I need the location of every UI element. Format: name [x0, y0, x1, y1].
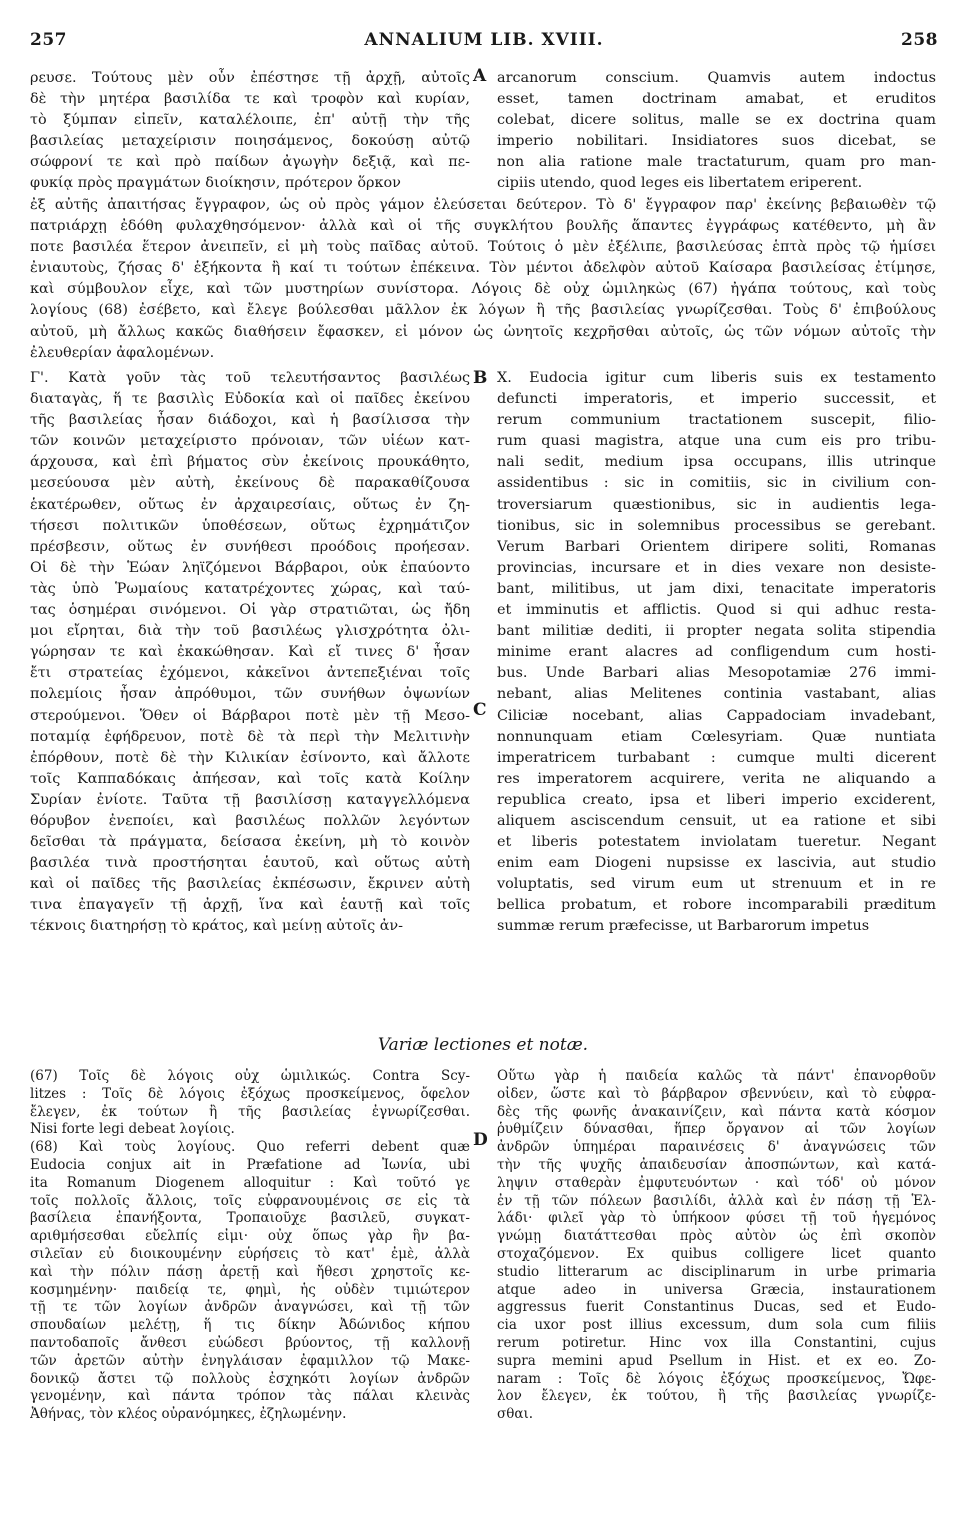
greek-text-line: θόρυβον ἐνεποίει, καὶ βασιλέως πολλῶν λεγόντων	[30, 812, 470, 829]
greek-text-line: Γ'. Κατὰ γοῦν τὰς τοῦ τελευτήσαντος βασιλέως	[30, 370, 470, 386]
section-marker-c: C	[473, 700, 487, 720]
note-text-line: Ἀθήνας, τὸν κλέος οὐρανόμηκες, ἐζηλωμένην.	[30, 1406, 347, 1423]
greek-text-line: ποταμίᾳ ἐφήδρευον, ποτὲ δὲ τὰ περὶ τὴν Μελιτινὴν	[30, 728, 470, 745]
greek-text-line: φυκίᾳ πρὸς πραγμάτων διοίκησιν, πρότερον ὅρκον	[30, 175, 401, 192]
latin-column-top	[497, 68, 936, 195]
greek-text-line: γώρησαν τε καὶ ἐκακώθησαν. Καὶ εἴ τινες δ' ἦσαν	[30, 644, 470, 661]
note-text-line: litzes : Τοῖς δὲ λόγοις ἐξόχως προσκείμενος, ὄφελον	[30, 1085, 470, 1102]
note-text-line: ἔλεγεν, ἐκ τούτων ἢ τῆς βασιλείας ἐγνωρίζεσθαι.	[30, 1103, 470, 1120]
note-text-line: Eudocia conjux ait in Præfatione ad Ἰωνία, ubi	[30, 1156, 470, 1173]
greek-text-line: σώφρονί τε καὶ πρὸ παίδων ἀγωγὴν δεξιᾷ, καὶ πε-	[30, 154, 470, 171]
note-text-line: σιλεῖαν εὖ διοικουμένην εὑρήσεις τὸ κατ' ἐμὲ, ἀλλὰ	[30, 1245, 470, 1262]
latin-text-line: bant militiæ dediti, ii propter negata solita stipendia	[497, 623, 936, 640]
greek-text-line: μεσεύουσα μὲν αὐτὴ, ἐκείνους δὲ παρακαθίζουσα	[30, 475, 470, 492]
greek-text-line: τῆς βασιλείας ἦσαν διάδοχοι, καὶ ἡ βασίλισσα τὴν	[30, 412, 470, 429]
note-text-line: κοσμημένην· παιδείᾳ τε, φημὶ, ἧς οὐδὲν τιμιώτερον	[30, 1281, 470, 1298]
section-marker-d: D	[473, 1130, 488, 1150]
latin-column-main	[497, 368, 936, 938]
note-text-line: ita Romanum Diogenem alloquitur : Καὶ τοῦτό γε	[30, 1174, 470, 1191]
latin-text-line: res imperatorem acquirere, verita ne aliquando a	[497, 770, 936, 787]
latin-text-line: nebant, alias Melitenes continia vastabant, alias	[497, 686, 936, 703]
note-text-line: σθαι.	[497, 1406, 534, 1423]
running-header	[30, 30, 938, 64]
greek-text-line: καὶ σύμβουλον εἶχε, καὶ τῶν μυστηρίων συνίστορα. Λόγοις δὲ οὐχ ὡμιληκὼς (67) ἠγάπα τούτους, καὶ τοὺς	[30, 281, 936, 298]
note-text-line: cia uxor post illius excessum, dum sola cum filiis	[497, 1317, 936, 1334]
note-text-line: στοχαζόμενον. Ex quibus colligere licet quanto	[497, 1245, 936, 1262]
latin-text-line: Verum Barbari Orientem diripere soliti, Romanas	[497, 538, 936, 555]
note-text-line: δονικῷ ἄστει τῷ πολλοὺς ἐσχηκότι λογίων ἀνδρῶν	[30, 1370, 470, 1387]
note-text-line: τῇ τε τῶν λογίων ἀνδρῶν ἀναγνώσει, καὶ τῇ τῶν	[30, 1299, 470, 1316]
greek-text-line: ἐξ αὐτῆς ἀπαιτήσας ἔγγραφον, ὡς οὐ πρὸς γάμον ἐλεύσεται δεύτερον. Τὸ δ' ἔγγραφον παρ' ἐκείνης βεβαιωθὲν τῷ	[30, 197, 936, 213]
page-number-left: 257	[30, 30, 67, 50]
note-text-line: aggressus fuerit Constantinus Ducas, sed et Eudo-	[497, 1299, 936, 1316]
note-text-line: ληψιν σταθερὰν ἐμφυτευόντων · καὶ τόδ' οὐ μόνον	[497, 1174, 936, 1191]
greek-text-line: ποτε βασιλέα ἕτερον ἀνειπεῖν, εἰ μὴ τοὺς παῖδας αὐτοῦ. Τούτοις ὁ μὲν ἐξέλιπε, βασιλεύσας ἑπτὰ πρὸς τῷ ἡμίσει	[30, 239, 936, 256]
note-text-line: τὴν τῆς ψυχῆς ἀπαιδευσίαν ἀποσπώντων, καὶ κατά-	[497, 1156, 936, 1173]
note-text-line: ἐν τῇ τῶν πόλεων βασιλίδι, ἀλλὰ καὶ ἐν πάσῃ τῇ Ἑλ-	[497, 1192, 936, 1209]
greek-text-line: ἐλευθερίαν ἀφαλομένων.	[30, 344, 215, 361]
note-text-line: (67) Τοῖς δὲ λόγοις οὐχ ὡμιλικώς. Contra Scy-	[30, 1068, 470, 1084]
note-text-line: λάδι· φιλεῖ γὰρ τὸ ὑπήκοον φύσει τῇ τοῦ ἡγεμόνος	[497, 1210, 936, 1227]
greek-text-line: τινα ἐπαγαγεῖν τῇ ἀρχῇ, ἵνα καὶ ἑαυτῇ καὶ τοῖς	[30, 897, 470, 914]
greek-text-line: ρευσε. Τούτους μὲν οὖν ἐπέστησε τῇ ἀρχῇ, αὐτοῖς	[30, 70, 470, 86]
note-text-line: τῶν ἀρετῶν αὐτὴν ἐνηγλάισαν ἐφαμιλλον τῷ Μακε-	[30, 1352, 470, 1369]
latin-text-line: et imminutis et afflictis. Quod si qui adhuc resta-	[497, 602, 936, 619]
section-marker-b: B	[473, 368, 488, 388]
latin-text-line: bant, militibus, ut jam dixi, tenacitate imperatoris	[497, 580, 936, 597]
latin-text-line: non alia ratione male tractaturum, quam pro man-	[497, 154, 936, 171]
latin-text-line: minime erant alacres ad confligendum cum hosti-	[497, 644, 936, 661]
greek-column-top	[30, 68, 470, 195]
greek-text-line: βασιλέα τινὰ προστήσηται ἑαυτοῦ, καὶ οὕτως αὐτὴ	[30, 855, 470, 872]
latin-text-line: rerum communium tractationem suscepit, filio-	[497, 412, 936, 429]
latin-text-line: X. Eudocia igitur cum liberis suis ex testamento	[497, 370, 936, 386]
greek-text-line: πολεμίοις ἦσαν ἀπρόθυμοι, τῶν συνήθων ὀψωνίων	[30, 686, 470, 703]
latin-text-line: defuncti imperatoris, et imperio successit, et	[497, 391, 936, 408]
note-text-line: γενομένην, καὶ πάντα τρόπον τὰς πάλαι κλεινὰς	[30, 1388, 470, 1405]
greek-text-line: τοῖς Καππαδόκαις ἀπήεσαν, καὶ τοῖς κατὰ Κοίλην	[30, 770, 470, 787]
latin-text-line: rum quasi magistra, atque una cum eis pro tribu-	[497, 433, 936, 450]
greek-text-line: τήσεσι πολιτικῶν ὑποθέσεων, οὕτως ἐχρημάτιζον	[30, 517, 470, 534]
latin-text-line: colebat, dicere solitus, malle se ex doctrina quam	[497, 112, 936, 129]
latin-text-line: imperatricem turbabant : cumque multi dicerent	[497, 749, 936, 766]
note-text-line: σπουδαίων μελέτῃ, ἥ τις δίκην Ἀδώνιδος κήπου	[30, 1317, 470, 1334]
greek-text-line: τας ὁσημέραι σινόμενοι. Οἱ γὰρ στρατιῶται, ὡς ἤδη	[30, 602, 470, 619]
greek-text-line: δεῖσθαι τὰ πράγματα, δείσασα ἐκείνη, μὴ τὸ κοινὸν	[30, 834, 470, 851]
note-text-line: παντοδαποῖς ἄνθεσι εὐώδεσι βρύοντος, τῇ καλλονῇ	[30, 1334, 470, 1351]
latin-text-line: Ciliciæ nocebant, alias Cappadociam invadebant,	[497, 707, 936, 724]
latin-text-line: nali sedit, medium ipsa occupans, illis utrinque	[497, 454, 936, 471]
greek-text-line: Συρίαν ἐνίοτε. Ταῦτα τῇ βασιλίσσῃ καταγγελλόμενα	[30, 791, 470, 808]
greek-text-line: ἐπόρθουν, ποτὲ δὲ τὴν Κιλικίαν ἐσίνοντο, καὶ ἄλλοτε	[30, 749, 470, 766]
note-text-line: atque adeo in universa Græcia, instaurationem	[497, 1281, 936, 1298]
latin-text-line: provincias, incursare et in dies vexare non desiste-	[497, 559, 936, 576]
greek-text-line: ἐνιαυτοὺς, ζήσας δ' ἑξήκοντα ἢ καί τι τούτων ἐπέκεινα. Τὸν μέντοι ἀδελφὸν αὐτοῦ Καίσαρα βασιλείσας ἐτίμησε,	[30, 260, 936, 277]
latin-text-line: bellica probatum, et robore incomparabili præditum	[497, 897, 936, 914]
note-text-line: οἶδεν, ὥστε καὶ τὸ βάρβαρον σβεννύειν, καὶ τὸ εὐφρα-	[497, 1085, 936, 1102]
greek-text-line: στερούμενοι. Ὅθεν οἱ Βάρβαροι ποτὲ μὲν τῇ Μεσο-	[30, 707, 470, 724]
latin-text-line: cipiis utendo, quod leges eis libertatem eriperent.	[497, 175, 863, 192]
latin-text-line: tionibus, sic in solemnibus processibus se gerebant.	[497, 517, 936, 534]
latin-text-line: assidentibus : sic in comitiis, sic in civilium con-	[497, 475, 936, 492]
latin-text-line: esset, tamen doctrinam amabat, et eruditos	[497, 91, 936, 108]
greek-text-line: καὶ οἱ παῖδες τῆς βασιλείας ἐκπέσωσιν, ἔκρινεν αὐτὴ	[30, 876, 470, 893]
note-text-line: τοῖς πολλοῖς ἄλλοις, τοῖς εὐφρανουμένοις σε εἰς τὰ	[30, 1192, 470, 1209]
greek-text-line: βασιλείας μεταχείρισιν ποιησάμενος, δοκούσῃ αὐτῷ	[30, 133, 470, 150]
latin-text-line: voluptatis, sed virum eum ut strenuum et in re	[497, 876, 936, 893]
latin-text-line: imperio nobilitari. Insidiatores suos dicebat, se	[497, 133, 936, 150]
greek-full-width-paragraph	[30, 195, 936, 364]
note-text-line: δὲς τῆς φωνῆς ἀνακαινίζειν, καὶ πάντα κατὰ κόσμον	[497, 1103, 936, 1120]
latin-text-line: nonnunquam etiam Cœlesyriam. Quæ nuntiata	[497, 728, 936, 745]
greek-text-line: ἔτι στρατείας ἐχόμενοι, κἀκεῖνοι ἀντεπεξιέναι τοῖς	[30, 665, 470, 682]
note-text-line: γνώμῃ διατάττεσθαι πρὸς αὐτὸν ὡς ἐπὶ σκοπὸν	[497, 1228, 936, 1245]
latin-text-line: troversiarum quæstionibus, sic in audientis lega-	[497, 496, 936, 513]
greek-text-line: ἑκατέρωθεν, οὕτως ἐν ἀρχαιρεσίαις, οὕτως ἐν ζη-	[30, 496, 470, 513]
note-text-line: (68) Καὶ τοὺς λογίους. Quo referri debent quæ	[30, 1139, 470, 1156]
notes-column-right	[497, 1068, 936, 1424]
latin-text-line: bus. Unde Barbari alias Mesopotamiæ 276 immi-	[497, 665, 936, 682]
note-text-line: supra memini apud Psellum in Hist. et ex eo. Zo-	[497, 1352, 936, 1369]
note-text-line: studio litterarum ac disciplinarum in urbe primaria	[497, 1263, 936, 1280]
note-text-line: ῥυθμίζειν δύνασθαι, ἥπερ ὄργανον αἱ τῶν λογίων	[497, 1121, 936, 1138]
greek-text-line: λογίους (68) ἐσέβετο, καὶ ἔλεγε βούλεσθαι μᾶλλον ἐκ λόγων ἢ τῆς βασιλείας γνωρίζεσθαι. Τοὺς δ' ἐπιβούλους	[30, 302, 936, 319]
greek-text-line: πρέσβεσιν, οὕτως ἐν συνήθεσι προόδοις προήεσαν.	[30, 538, 470, 555]
greek-text-line: τέκνοις διατηρήσῃ τὸ κράτος, καὶ μείνῃ αὐτοῖς ἀν-	[30, 918, 404, 935]
latin-text-line: arcanorum conscium. Quamvis autem indoctus	[497, 70, 936, 86]
greek-text-line: πατριάρχῃ ἐδόθη φυλαχθησόμενον· ἀλλὰ καὶ οἱ τῆς συγκλήτου βουλῆς ἅπαντες ἐγγράφως κατέθεντο, μὴ ἂν	[30, 218, 936, 235]
note-text-line: ἀνδρῶν ὑπημέραι παραινέσεις δ' ἀναγνώσεις τῶν	[497, 1139, 936, 1156]
greek-text-line: τῶν κοινῶν μεταχείριστο πρόνοιαν, τῶν υἱέων κατ-	[30, 433, 470, 450]
greek-text-line: τὰς ὑπὸ Ῥωμαίους κατατρέχοντες χώρας, καὶ ταύ-	[30, 580, 470, 597]
note-text-line: αριθμήσεσθαι εὔελπίς εἰμι· οὐχ ὅπως γὰρ ἣν βα-	[30, 1228, 470, 1245]
greek-column-main	[30, 368, 470, 938]
running-title: ANNALIUM LIB. XVIII.	[364, 30, 604, 50]
greek-text-line: άρχουσα, καὶ ἐπὶ βήματος σὺν ἐκείνοις προυκάθητο,	[30, 454, 470, 471]
greek-text-line: Οἱ δὲ τὴν Ἑώαν ληϊζόμενοι Βάρβαροι, οὐκ ἐπαύοντο	[30, 559, 470, 576]
page-number-right: 258	[901, 30, 938, 50]
notes-heading: Variæ lectiones et notæ.	[377, 1035, 589, 1055]
note-text-line: βασίλεια ἐπανήξοντα, Τροπαιοῦχε βασιλεῦ, συγκατ-	[30, 1210, 470, 1227]
section-marker-a: A	[473, 66, 487, 86]
latin-text-line: aliquem asciscendum censuit, ut ea ratione et sibi	[497, 812, 936, 829]
note-text-line: λον ἔλεγεν, ἐκ τούτου, ἢ τῆς βασιλείας γνωρίζε-	[497, 1388, 936, 1405]
note-text-line: rerum potiretur. Hinc vox illa Constantini, cujus	[497, 1334, 936, 1351]
greek-text-line: τὸ ξύμπαν εἰπεῖν, καταλέλοιπε, ἐπ' αὐτῇ τὴν τῆς	[30, 112, 470, 129]
greek-text-line: δὲ τὴν μητέρα βασιλίδα τε καὶ τροφὸν καὶ κυρίαν,	[30, 91, 470, 108]
note-text-line: Οὕτω γὰρ ἡ παιδεία καλῶς τὰ πάντ' ἐπανορθοῦν	[497, 1068, 936, 1084]
note-text-line: Nisi forte legi debeat λογίοις.	[30, 1121, 235, 1138]
greek-text-line: διαταγὰς, ἥ τε βασιλὶς Εὐδοκία καὶ οἱ παῖδες ἐκείνου	[30, 391, 470, 408]
note-text-line: καὶ τὴν πόλιν πάσῃ ἀρετῇ καὶ ἤθεσι χρηστοῖς κε-	[30, 1263, 470, 1280]
latin-text-line: summæ rerum præfecisse, ut Barbarorum impetus	[497, 918, 870, 935]
latin-text-line: enim eam Diogeni nupsisse ex lascivia, aut studio	[497, 855, 936, 872]
notes-column-left	[30, 1068, 470, 1424]
note-text-line: naram : Τοῖς δὲ λόγοις ἐξόχως προσκείμενος, Ὤφε-	[497, 1370, 936, 1387]
latin-text-line: republica creato, ipsa et liberi imperio exciderent,	[497, 791, 936, 808]
greek-text-line: αὐτοῦ, μὴ ἄλλως κακῶς διαθήσειν ἔφασκεν, εἰ μόνον ὡς ὠνητοῖς κεχρῆσθαι αὐτοῖς, ὡς τῶν νόμων αὐτοῖς τὴν	[30, 323, 936, 340]
greek-text-line: μοι εἴρηται, διὰ τὴν τοῦ βασιλέως γλισχρότητα ὀλι-	[30, 623, 470, 640]
latin-text-line: et liberis potestatem inviolatam tueretur. Negant	[497, 834, 936, 851]
